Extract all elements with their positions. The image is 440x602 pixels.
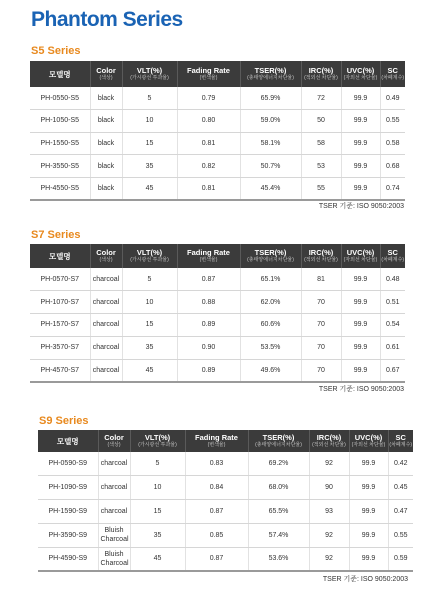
column-header-tser: [240, 244, 301, 268]
column-header-uvc: [341, 61, 380, 87]
cell-fading-rate: 0.83: [185, 452, 248, 476]
column-header-label: Color: [104, 433, 124, 442]
column-header-sublabel: (변색율): [199, 75, 218, 81]
column-header-sublabel: (적외선 차단율): [304, 75, 338, 81]
cell-sc: 0.51: [380, 291, 405, 314]
column-header-sublabel: (총태양에너지차단율): [247, 75, 294, 81]
column-header-label: Fading Rate: [187, 66, 230, 75]
cell-tser: 53.6%: [248, 547, 309, 571]
cell-irc: 70: [301, 336, 341, 359]
cell-uvc: 99.9: [349, 476, 388, 500]
column-header-sublabel: (총태양에너지차단율): [247, 257, 294, 263]
cell-color: charcoal: [90, 336, 122, 359]
cell-uvc: 99.9: [341, 359, 380, 382]
cell-sc: 0.74: [380, 177, 405, 200]
column-header-uvc: [341, 244, 380, 268]
column-header-label: IRC(%): [308, 66, 334, 75]
cell-model: PH-3570-S7: [30, 336, 90, 359]
column-header-tser: [240, 61, 301, 87]
table-row: [38, 547, 413, 571]
column-header-sublabel: (색상): [99, 75, 113, 81]
standard-note-s5: TSER 기준: ISO 9050:2003: [318, 203, 404, 210]
column-header-sublabel: (차폐계수): [381, 75, 405, 81]
column-header-sublabel: (자외선 차단율): [343, 75, 378, 81]
cell-sc: 0.59: [388, 547, 413, 571]
column-header-label: 모델명: [48, 251, 71, 261]
column-header-sc: [388, 430, 413, 452]
cell-tser: 50.7%: [240, 155, 301, 178]
spec-table-s9: [38, 430, 413, 572]
column-header-model: [30, 244, 90, 268]
table-row: [30, 359, 405, 382]
series-heading-s9: S9 Series: [39, 415, 89, 427]
column-header-sc: [380, 244, 405, 268]
column-header-label: IRC(%): [308, 248, 334, 257]
cell-uvc: 99.9: [341, 87, 380, 110]
cell-irc: 70: [301, 314, 341, 337]
cell-irc: 92: [309, 452, 349, 476]
cell-tser: 59.0%: [240, 110, 301, 133]
cell-vlt: 45: [130, 547, 185, 571]
column-header-label: Fading Rate: [195, 433, 238, 442]
series-heading-s7: S7 Series: [31, 229, 81, 241]
column-header-sublabel: (적외선 차단율): [304, 257, 338, 263]
cell-tser: 60.6%: [240, 314, 301, 337]
cell-tser: 65.9%: [240, 87, 301, 110]
column-header-vlt: [130, 430, 185, 452]
cell-fading-rate: 0.87: [177, 268, 240, 291]
cell-model: PH-3550-S5: [30, 155, 90, 178]
spec-table: [30, 61, 405, 201]
cell-sc: 0.58: [380, 132, 405, 155]
cell-uvc: 99.9: [341, 336, 380, 359]
cell-model: PH-1570-S7: [30, 314, 90, 337]
standard-note-s9: TSER 기준: ISO 9050:2003: [322, 576, 408, 583]
column-header-sublabel: (변색율): [207, 442, 226, 448]
cell-tser: 65.5%: [248, 500, 309, 524]
table-row: [38, 452, 413, 476]
column-header-label: Fading Rate: [187, 248, 230, 257]
cell-vlt: 35: [122, 336, 177, 359]
column-header-sublabel: (색상): [107, 442, 121, 448]
column-header-color: [98, 430, 130, 452]
cell-model: PH-1070-S7: [30, 291, 90, 314]
cell-sc: 0.67: [380, 359, 405, 382]
cell-vlt: 45: [122, 359, 177, 382]
spec-table: [38, 430, 413, 572]
table-row: [30, 291, 405, 314]
column-header-sublabel: (변색율): [199, 257, 218, 263]
cell-irc: 93: [309, 500, 349, 524]
column-header-color: [90, 244, 122, 268]
cell-fading-rate: 0.89: [177, 359, 240, 382]
cell-tser: 49.6%: [240, 359, 301, 382]
cell-model: PH-0550-S5: [30, 87, 90, 110]
cell-model: PH-0590-S9: [38, 452, 98, 476]
column-header-label: TSER(%): [254, 248, 287, 257]
spec-table-s7: [30, 244, 405, 383]
cell-sc: 0.49: [380, 87, 405, 110]
cell-color: black: [90, 110, 122, 133]
cell-color: charcoal: [90, 291, 122, 314]
table-row: [30, 314, 405, 337]
cell-fading-rate: 0.81: [177, 177, 240, 200]
table-row: [30, 177, 405, 200]
column-header-irc: [301, 244, 341, 268]
cell-uvc: 99.9: [341, 132, 380, 155]
page-title: Phantom Series: [31, 8, 183, 31]
column-header-sublabel: (가시광선 투과율): [130, 257, 169, 263]
column-header-label: UVC(%): [346, 248, 375, 257]
cell-model: PH-1590-S9: [38, 500, 98, 524]
cell-sc: 0.61: [380, 336, 405, 359]
column-header-vlt: [122, 244, 177, 268]
column-header-label: SC: [387, 66, 398, 75]
cell-irc: 58: [301, 132, 341, 155]
cell-sc: 0.68: [380, 155, 405, 178]
cell-tser: 65.1%: [240, 268, 301, 291]
cell-sc: 0.55: [380, 110, 405, 133]
cell-vlt: 15: [122, 314, 177, 337]
cell-vlt: 35: [130, 523, 185, 547]
cell-fading-rate: 0.81: [177, 132, 240, 155]
cell-color: black: [90, 155, 122, 178]
cell-color: charcoal: [90, 359, 122, 382]
cell-tser: 62.0%: [240, 291, 301, 314]
column-header-color: [90, 61, 122, 87]
column-header-label: VLT(%): [136, 248, 163, 257]
table-row: [30, 336, 405, 359]
cell-sc: 0.48: [380, 268, 405, 291]
column-header-label: TSER(%): [254, 66, 287, 75]
column-header-sublabel: (가시광선 투과율): [130, 75, 169, 81]
column-header-label: Color: [96, 248, 116, 257]
column-header-tser: [248, 430, 309, 452]
cell-model: PH-0570-S7: [30, 268, 90, 291]
cell-uvc: 99.9: [349, 523, 388, 547]
column-header-label: UVC(%): [346, 66, 375, 75]
cell-irc: 53: [301, 155, 341, 178]
cell-tser: 68.0%: [248, 476, 309, 500]
cell-fading-rate: 0.89: [177, 314, 240, 337]
table-row: [30, 87, 405, 110]
cell-uvc: 99.9: [341, 268, 380, 291]
cell-color: charcoal: [98, 500, 130, 524]
cell-irc: 92: [309, 547, 349, 571]
cell-vlt: 5: [130, 452, 185, 476]
column-header-sublabel: (적외선 차단율): [312, 442, 346, 448]
standard-note-s7: TSER 기준: ISO 9050:2003: [318, 386, 404, 393]
cell-uvc: 99.9: [349, 547, 388, 571]
cell-fading-rate: 0.84: [185, 476, 248, 500]
column-header-label: TSER(%): [262, 433, 295, 442]
column-header-fading-rate: [177, 61, 240, 87]
column-header-sublabel: (색상): [99, 257, 113, 263]
cell-irc: 55: [301, 177, 341, 200]
cell-uvc: 99.9: [349, 452, 388, 476]
column-header-label: SC: [395, 433, 406, 442]
column-header-sublabel: (가시광선 투과율): [138, 442, 177, 448]
cell-fading-rate: 0.82: [177, 155, 240, 178]
cell-color: charcoal: [90, 268, 122, 291]
column-header-label: VLT(%): [144, 433, 171, 442]
column-header-label: Color: [96, 66, 116, 75]
cell-color: black: [90, 177, 122, 200]
cell-vlt: 35: [122, 155, 177, 178]
cell-sc: 0.55: [388, 523, 413, 547]
cell-irc: 70: [301, 359, 341, 382]
cell-vlt: 45: [122, 177, 177, 200]
cell-tser: 45.4%: [240, 177, 301, 200]
table-row: [30, 155, 405, 178]
cell-model: PH-1550-S5: [30, 132, 90, 155]
table-row: [38, 500, 413, 524]
cell-color: black: [90, 132, 122, 155]
cell-sc: 0.42: [388, 452, 413, 476]
column-header-label: IRC(%): [316, 433, 342, 442]
column-header-sc: [380, 61, 405, 87]
cell-uvc: 99.9: [341, 291, 380, 314]
cell-vlt: 5: [122, 268, 177, 291]
series-heading-s5: S5 Series: [31, 45, 81, 57]
column-header-sublabel: (자외선 차단율): [351, 442, 386, 448]
cell-fading-rate: 0.85: [185, 523, 248, 547]
cell-fading-rate: 0.90: [177, 336, 240, 359]
cell-sc: 0.54: [380, 314, 405, 337]
cell-fading-rate: 0.88: [177, 291, 240, 314]
spec-table-s5: [30, 61, 405, 201]
cell-color: charcoal: [98, 476, 130, 500]
cell-uvc: 99.9: [341, 155, 380, 178]
cell-fading-rate: 0.79: [177, 87, 240, 110]
table-row: [38, 476, 413, 500]
table-row: [30, 110, 405, 133]
cell-color: charcoal: [90, 314, 122, 337]
column-header-label: UVC(%): [354, 433, 383, 442]
column-header-uvc: [349, 430, 388, 452]
table-row: [30, 268, 405, 291]
cell-model: PH-1050-S5: [30, 110, 90, 133]
cell-irc: 50: [301, 110, 341, 133]
cell-irc: 72: [301, 87, 341, 110]
cell-model: PH-1090-S9: [38, 476, 98, 500]
cell-tser: 57.4%: [248, 523, 309, 547]
column-header-sublabel: (차폐계수): [381, 257, 405, 263]
cell-model: PH-4550-S5: [30, 177, 90, 200]
column-header-sublabel: (자외선 차단율): [343, 257, 378, 263]
column-header-label: 모델명: [48, 69, 71, 79]
column-header-model: [38, 430, 98, 452]
cell-vlt: 10: [122, 110, 177, 133]
cell-tser: 58.1%: [240, 132, 301, 155]
column-header-sublabel: (차폐계수): [389, 442, 413, 448]
column-header-model: [30, 61, 90, 87]
cell-model: PH-4570-S7: [30, 359, 90, 382]
cell-fading-rate: 0.80: [177, 110, 240, 133]
cell-tser: 69.2%: [248, 452, 309, 476]
spec-table: [30, 244, 405, 383]
cell-sc: 0.47: [388, 500, 413, 524]
column-header-irc: [301, 61, 341, 87]
cell-irc: 90: [309, 476, 349, 500]
cell-uvc: 99.9: [341, 110, 380, 133]
cell-tser: 53.5%: [240, 336, 301, 359]
cell-model: PH-4590-S9: [38, 547, 98, 571]
cell-fading-rate: 0.87: [185, 500, 248, 524]
column-header-label: 모델명: [56, 436, 79, 446]
table-row: [38, 523, 413, 547]
cell-vlt: 5: [122, 87, 177, 110]
column-header-fading-rate: [177, 244, 240, 268]
cell-sc: 0.45: [388, 476, 413, 500]
cell-irc: 92: [309, 523, 349, 547]
cell-vlt: 15: [130, 500, 185, 524]
cell-vlt: 10: [130, 476, 185, 500]
cell-color: Bluish Charcoal: [98, 547, 130, 571]
cell-vlt: 15: [122, 132, 177, 155]
cell-uvc: 99.9: [341, 177, 380, 200]
column-header-label: SC: [387, 248, 398, 257]
cell-uvc: 99.9: [341, 314, 380, 337]
cell-irc: 81: [301, 268, 341, 291]
cell-fading-rate: 0.87: [185, 547, 248, 571]
cell-uvc: 99.9: [349, 500, 388, 524]
cell-model: PH-3590-S9: [38, 523, 98, 547]
column-header-vlt: [122, 61, 177, 87]
column-header-fading-rate: [185, 430, 248, 452]
column-header-irc: [309, 430, 349, 452]
cell-color: Bluish Charcoal: [98, 523, 130, 547]
table-row: [30, 132, 405, 155]
cell-irc: 70: [301, 291, 341, 314]
cell-vlt: 10: [122, 291, 177, 314]
column-header-label: VLT(%): [136, 66, 163, 75]
cell-color: charcoal: [98, 452, 130, 476]
cell-color: black: [90, 87, 122, 110]
column-header-sublabel: (총태양에너지차단율): [255, 442, 302, 448]
